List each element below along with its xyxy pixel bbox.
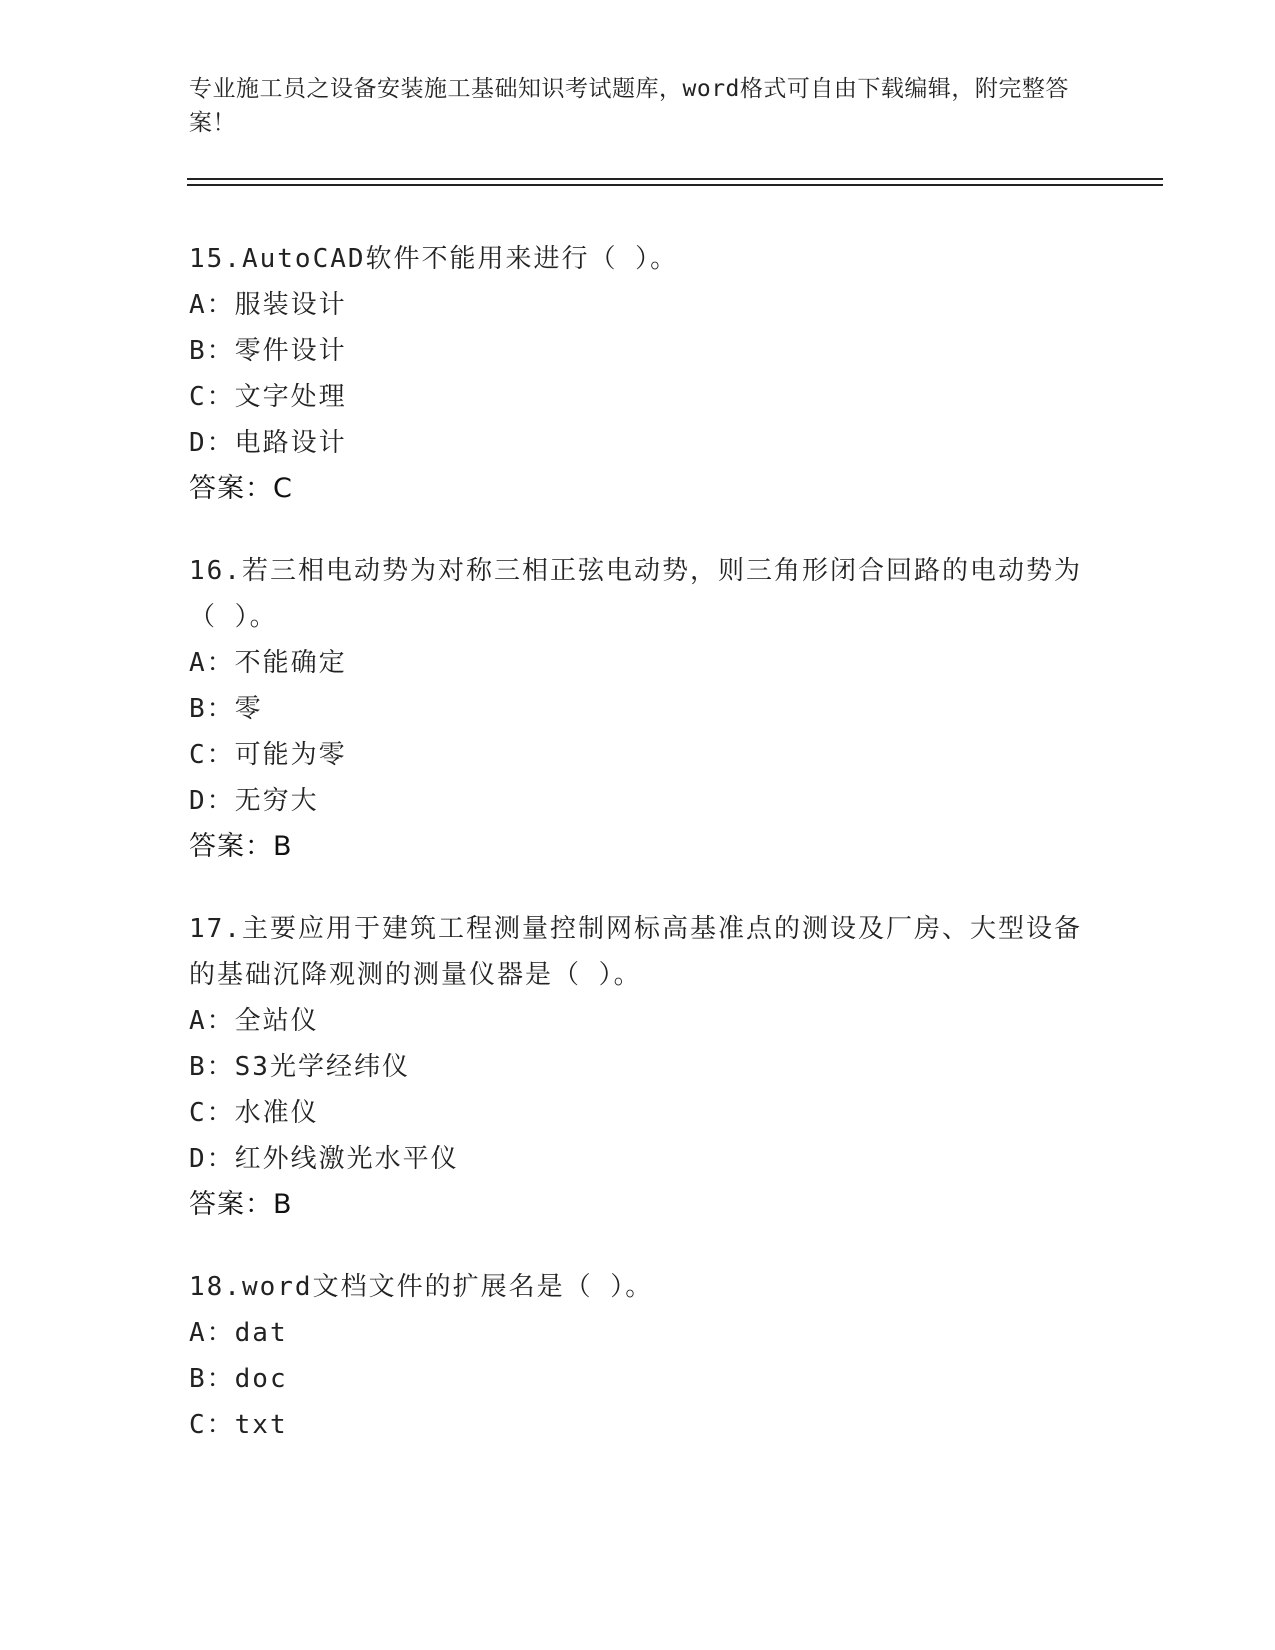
option-c: C：txt [189, 1410, 288, 1440]
option-b: B：零件设计 [189, 336, 347, 366]
option-d: D：电路设计 [189, 428, 347, 458]
answer-label: 答案：C [189, 473, 293, 504]
question-16 [189, 548, 1089, 870]
option-d: D：无穷大 [189, 786, 319, 816]
document-header: 专业施工员之设备安装施工基础知识考试题库，word格式可自由下载编辑，附完整答案！ [189, 76, 1069, 136]
answer-label: 答案：B [189, 831, 293, 862]
answer-label: 答案：B [189, 1189, 293, 1220]
option-b: B：零 [189, 694, 263, 724]
option-d: D：红外线激光水平仪 [189, 1144, 459, 1174]
question-15 [189, 236, 1089, 512]
question-stem: 17.主要应用于建筑工程测量控制网标高基准点的测设及厂房、大型设备的基础沉降观测的测量仪器是（ ）。 [189, 914, 1082, 990]
option-a: A：全站仪 [189, 1006, 319, 1036]
option-b: B：doc [189, 1364, 288, 1394]
header-divider-top [187, 178, 1163, 180]
option-c: C：可能为零 [189, 740, 347, 770]
option-a: A：服装设计 [189, 290, 347, 320]
option-b: B：S3光学经纬仪 [189, 1052, 410, 1082]
option-c: C：文字处理 [189, 382, 347, 412]
question-list [189, 236, 1089, 1484]
question-17 [189, 906, 1089, 1228]
option-a: A：dat [189, 1318, 288, 1348]
question-18 [189, 1264, 1089, 1448]
question-stem: 15.AutoCAD软件不能用来进行（ ）。 [189, 244, 679, 274]
option-c: C：水准仪 [189, 1098, 319, 1128]
question-stem: 18.word文档文件的扩展名是（ ）。 [189, 1272, 654, 1302]
header-divider-bottom [187, 184, 1163, 186]
question-stem: 16.若三相电动势为对称三相正弦电动势，则三角形闭合回路的电动势为（ ）。 [189, 556, 1082, 632]
option-a: A：不能确定 [189, 648, 347, 678]
